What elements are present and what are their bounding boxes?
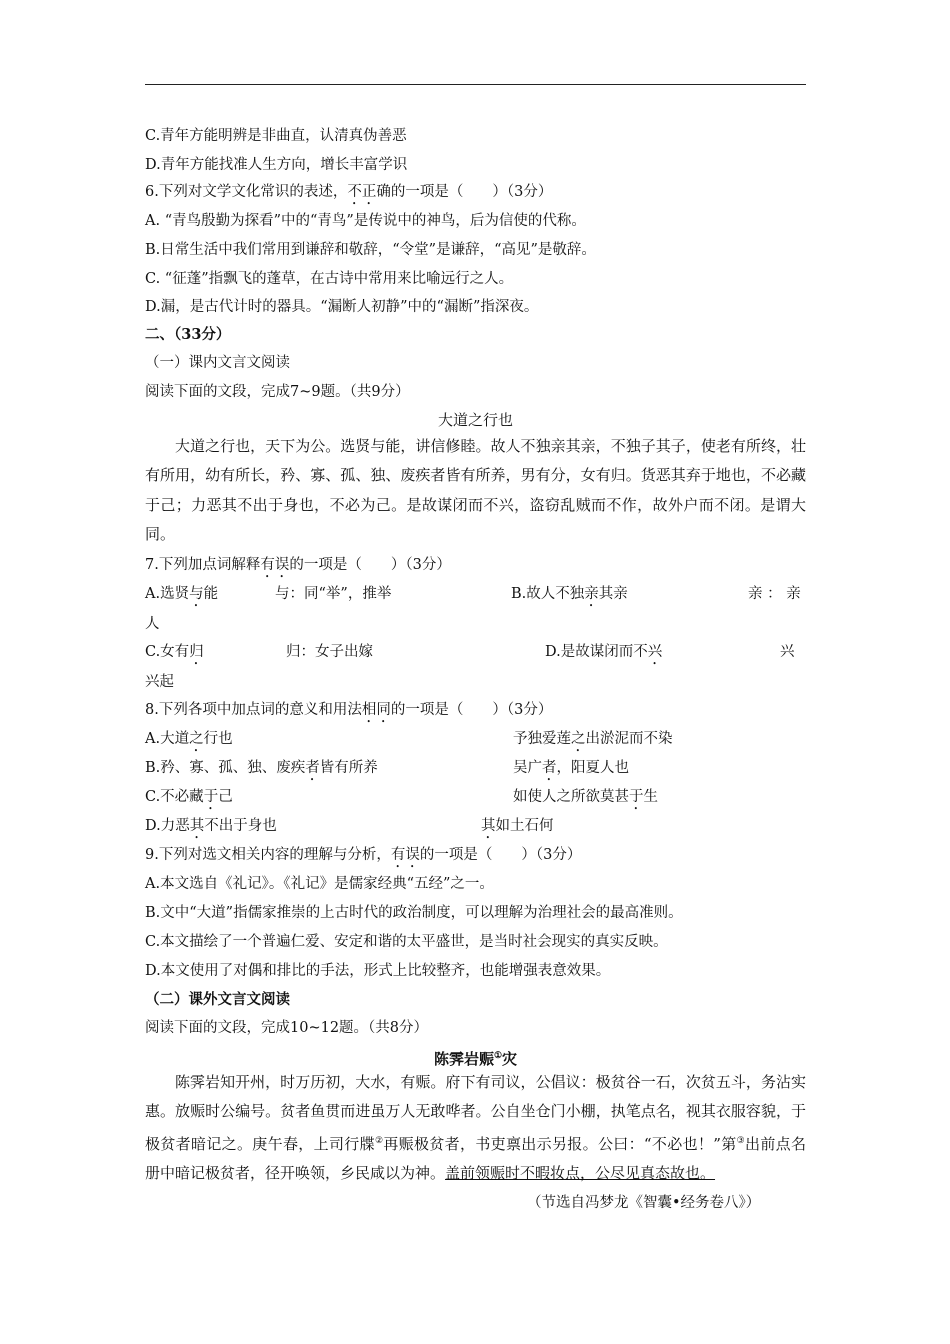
question-7: 7.下列加点词解释有误的一项是（ ）（3分） [145,557,451,573]
q7-option-b: B.故人不独亲其亲 [511,586,628,602]
q8-option-a-left: A.大道之行也 [145,731,233,747]
question-9: 9.下列对选文相关内容的理解与分析，有误的一项是（ ）（3分） [145,847,582,863]
q8-option-c-left: C.不必藏于己 [145,789,233,805]
q7-option-a: A.选贤与能 [145,586,219,602]
passage-2-title: 陈霁岩赈①灾 [433,1050,518,1068]
q8-option-b-right: 吴广者，阳夏人也 [513,760,629,776]
q8-option-d-left: D.力恶其不出于身也 [145,818,277,834]
option-a6: A. “青鸟殷勤为探看”中的“青鸟”是传说中的神鸟，后为信使的代称。 [145,213,586,229]
top-rule [145,84,806,85]
q7-option-c: C.女有归 [145,644,204,660]
q7-option-b-explanation-cont: 人 [145,616,160,632]
q8-option-d-right: 其如土石何 [481,818,554,834]
section-2-heading: 二、（33分） [145,326,231,343]
option-d5: D.青年方能找准人生方向，增长丰富学识 [145,157,408,173]
q7-option-d: D.是故谋闭而不兴 [545,644,663,660]
q9-option-c: C.本文描绘了一个普遍仁爱、安定和谐的太平盛世，是当时社会现实的真实反映。 [145,934,668,950]
q7-option-d-explanation: 兴 [780,644,795,660]
question-8: 8.下列各项中加点词的意义和用法相同的一项是（ ）（3分） [145,702,553,718]
option-c5: C.青年方能明辨是非曲直，认清真伪善恶 [145,128,407,144]
q7-option-b-explanation: 亲 ： 亲 [748,586,801,602]
subsection-2-heading: （二）课外文言文阅读 [145,991,290,1008]
passage-2-source: （节选自冯梦龙《智囊•经务卷八》） [527,1195,761,1211]
q8-option-c-right: 如使人之所欲莫甚于生 [513,789,658,805]
passage-1-title: 大道之行也 [437,411,513,429]
option-d6: D.漏，是古代计时的器具。“漏断人初静”中的“漏断”指深夜。 [145,299,539,315]
instruction-2: 阅读下面的文段，完成10~12题。（共8分） [145,1020,429,1036]
option-b6: B.日常生活中我们常用到谦辞和敬辞，“令堂”是谦辞，“高见”是敬辞。 [145,242,596,258]
option-c6: C. “征蓬”指飘飞的蓬草，在古诗中常用来比喻远行之人。 [145,271,514,287]
q9-option-d: D.本文使用了对偶和排比的手法，形式上比较整齐，也能增强表意效果。 [145,963,611,979]
passage-1: 大道之行也，天下为公。选贤与能，讲信修睦。故人不独亲其亲，不独子其子，使老有所终，壮有所用，幼有所长，矜、寡、孤、独、废疾者皆有所养，男有分，女有归。货恶其弃于地也，不必藏于己；力恶其不出于身也，不必为己。是故谋闭而不兴，盗窃乱贼而不作，故外户而不闭。是谓大同。 [145,437,806,543]
q8-option-b-left: B.矜、寡、孤、独、废疾者皆有所养 [145,760,378,776]
q8-option-a-right: 予独爱莲之出淤泥而不染 [513,731,673,747]
q7-option-a-explanation: 与：同“举”，推举 [275,586,392,602]
passage-2: 陈霁岩知开州，时万历初，大水，有赈。府下有司议，公倡议：极贫谷一石，次贫五斗，务沾实惠。放赈时公编号。贫者鱼贯而进虽万人无敢哗者。公自坐仓门小棚，执笔点名，视其衣服容貌，于极贫者暗记之。庚午春，上司行牒②再赈极贫者，书吏禀出示另报。公曰：“不必也！”第③出前点名册中暗记极贫者，径开唤领，乡民咸以为神。盖前领赈时不暇妆点，公尽见真态故也。 [145,1073,806,1182]
subsection-1-heading: （一）课内文言文阅读 [145,355,290,371]
question-6: 6.下列对文学文化常识的表述，不正确的一项是（ ）（3分） [145,184,553,200]
q7-option-d-explanation-cont: 兴起 [145,674,174,690]
q9-option-b: B.文中“大道”指儒家推崇的上古时代的政治制度，可以理解为治理社会的最高准则。 [145,905,683,921]
q7-option-c-explanation: 归：女子出嫁 [286,644,373,660]
instruction-1: 阅读下面的文段，完成7~9题。（共9分） [145,384,410,400]
underlined-sentence: 盖前领赈时不暇妆点，公尽见真态故也。 [445,1163,716,1182]
q9-option-a: A.本文选自《礼记》。《礼记》是儒家经典“五经”之一。 [145,876,494,892]
